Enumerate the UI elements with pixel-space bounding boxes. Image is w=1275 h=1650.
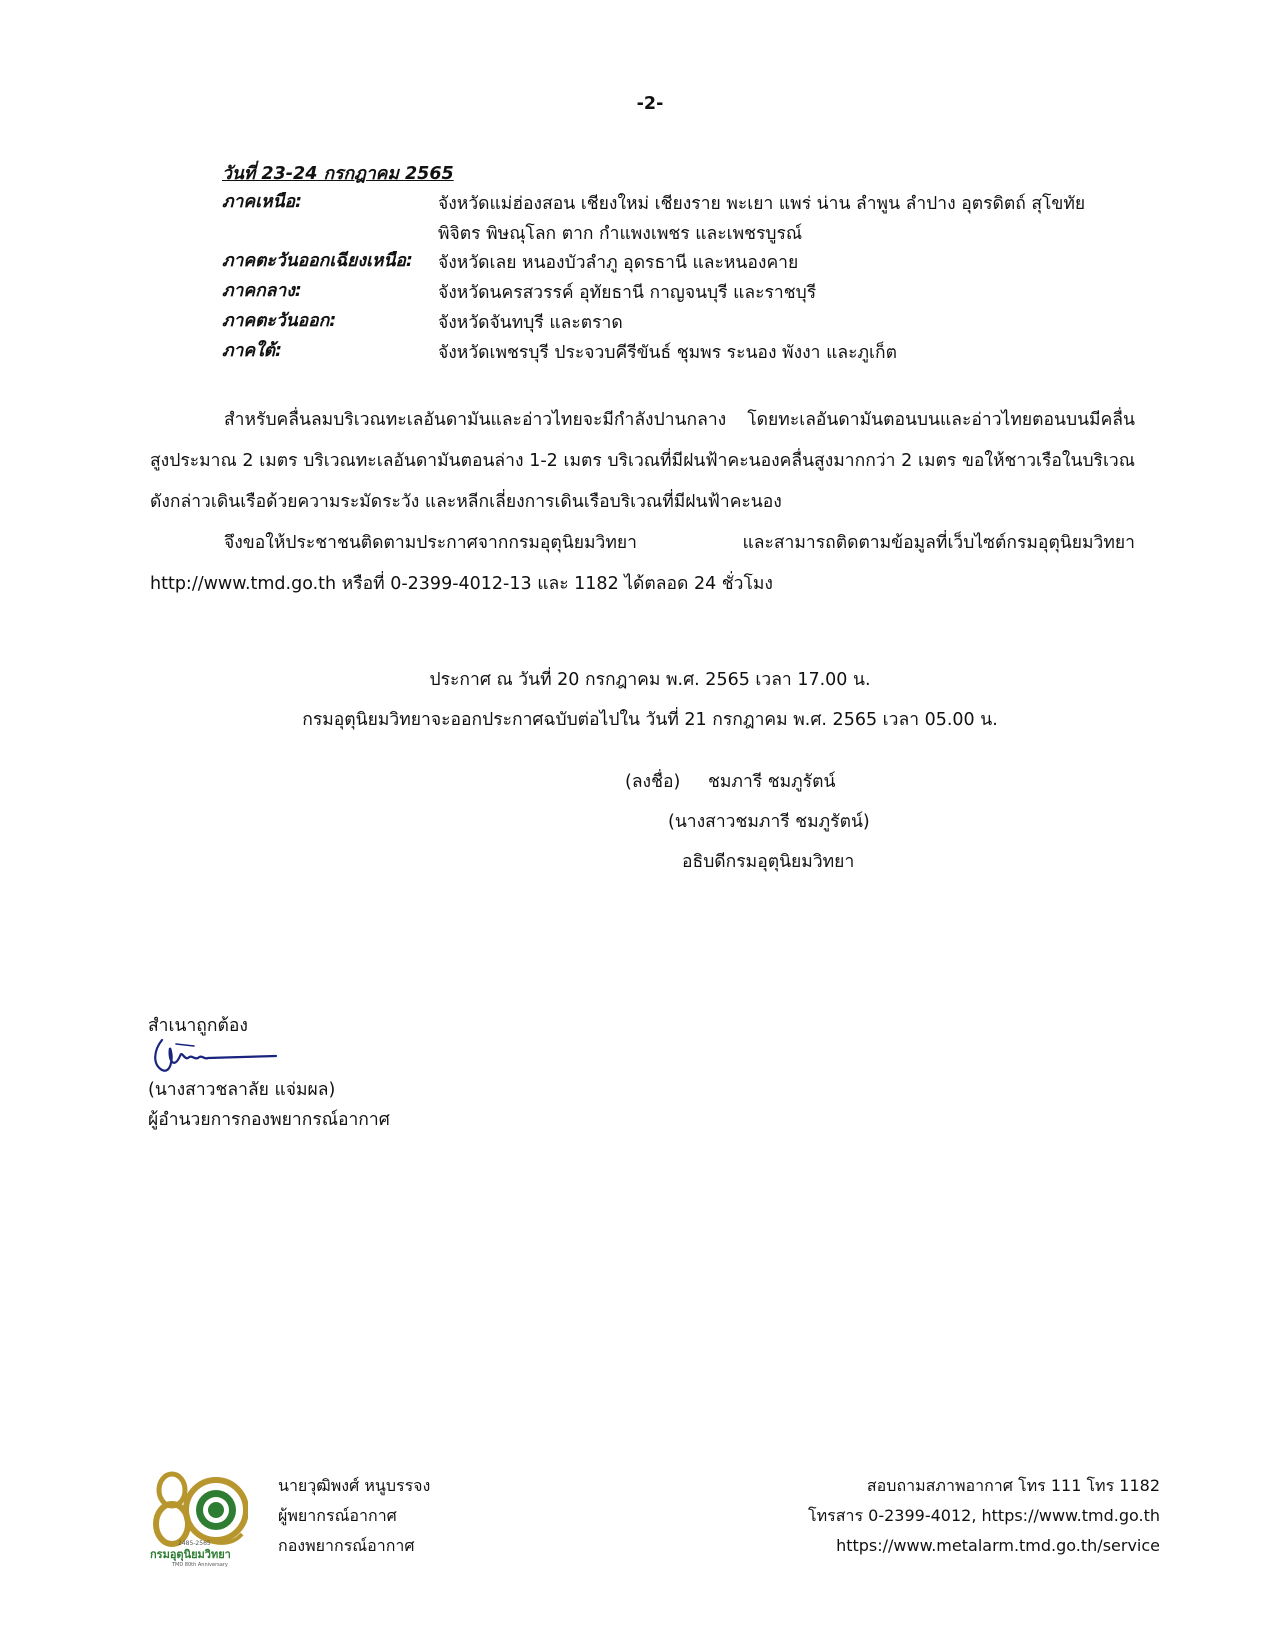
region-text: จังหวัดจันทบุรี และตราด (438, 313, 623, 333)
region-label: ภาคเหนือ: (222, 192, 303, 212)
date-heading: วันที่ 23-24 กรกฎาคม 2565 (222, 164, 454, 184)
tmd-80th-logo (150, 1468, 248, 1568)
logo-years: 2485-2565 (178, 1540, 211, 1547)
forecaster-division: กองพยากรณ์อากาศ (278, 1536, 415, 1555)
certified-position: ผู้อำนวยการกองพยากรณ์อากาศ (148, 1110, 390, 1130)
region-label: ภาคตะวันออกเฉียงเหนือ: (222, 251, 413, 271)
next-announce: กรมอุตุนิยมวิทยาจะออกประกาศฉบับต่อไปใน วันที่ 21 กรกฎาคม พ.ศ. 2565 เวลา 05.00 น. (302, 710, 998, 730)
forecaster-title: ผู้พยากรณ์อากาศ (278, 1506, 397, 1525)
footer-contact (720, 1476, 1160, 1566)
paragraph-follow: จึงขอให้ประชาชนติดตามประกาศจากกรมอุตุนิยมวิทยา และสามารถติดตามข้อมูลที่เว็บไซต์กรมอุตุนิยมวิทยา http://www.tmd.go.th หรือที่ 0-2399-4012-13 และ 1182 ได้ตลอด 24 ชั่วโมง (150, 533, 1135, 594)
contact-phone: สอบถามสภาพอากาศ โทร 111 โทร 1182 (866, 1476, 1160, 1495)
logo-tagline: TMD 80th Anniversary (172, 1562, 228, 1568)
signed-prefix: (ลงชื่อ) (625, 772, 681, 792)
region-label: ภาคใต้: (222, 341, 282, 361)
certified-label: สำเนาถูกต้อง (148, 1016, 248, 1036)
contact-web: https://www.metalarm.tmd.go.th/service (836, 1536, 1160, 1555)
announce-time: ประกาศ ณ วันที่ 20 กรกฎาคม พ.ศ. 2565 เวลา 17.00 น. (429, 670, 871, 690)
footer-forecaster (278, 1476, 430, 1566)
signed-name: ชมภารี ชมภูรัตน์ (708, 772, 836, 792)
region-text: จังหวัดเพชรบุรี ประจวบคีรีขันธ์ ชุมพร ระนอง พังงา และภูเก็ต (438, 343, 897, 363)
forecaster-name: นายวุฒิพงศ์ หนูบรรจง (278, 1476, 431, 1495)
paragraph-waves: สำหรับคลื่นลมบริเวณทะเลอันดามันและอ่าวไทยจะมีกำลังปานกลาง โดยทะเลอันดามันตอนบนและอ่าวไทยตอนบนมีคลื่นสูงประมาณ 2 เมตร บริเวณทะเลอันดามันตอนล่าง 1-2 เมตร บริเวณที่มีฝนฟ้าคะนองคลื่นสูงมากกว่า 2 เมตร ขอให้ชาวเรือในบริเวณดังกล่าวเดินเรือด้วยความระมัดระวัง และหลีกเลี่ยงการเดินเรือบริเวณที่มีฝนฟ้าคะนอง (150, 410, 1135, 512)
region-label: ภาคกลาง: (222, 281, 302, 301)
logo-text: กรมอุตุนิยมวิทยา (150, 1548, 231, 1561)
region-text: จังหวัดนครสวรรค์ อุทัยธานี กาญจนบุรี และราชบุรี (438, 283, 817, 303)
certified-name: (นางสาวชลาลัย แจ่มผล) (148, 1080, 336, 1100)
signer-position: อธิบดีกรมอุตุนิยมวิทยา (682, 852, 855, 872)
page-number: -2- (636, 94, 664, 114)
signer-full-name: (นางสาวชมภารี ชมภูรัตน์) (668, 812, 870, 832)
region-label: ภาคตะวันออก: (222, 311, 337, 331)
handwritten-signature (148, 1030, 280, 1078)
logo-80-icon (150, 1468, 248, 1550)
contact-fax: โทรสาร 0-2399-4012, https://www.tmd.go.th (808, 1506, 1160, 1525)
region-text: จังหวัดเลย หนองบัวลำภู อุดรธานี และหนองคาย (438, 253, 799, 273)
region-text: จังหวัดแม่ฮ่องสอน เชียงใหม่ เชียงราย พะเยา แพร่ น่าน ลำพูน ลำปาง อุตรดิตถ์ สุโขทัย พิจิตร พิษณุโลก ตาก กำแพงเพชร และเพชรบูรณ์ (438, 194, 1086, 244)
